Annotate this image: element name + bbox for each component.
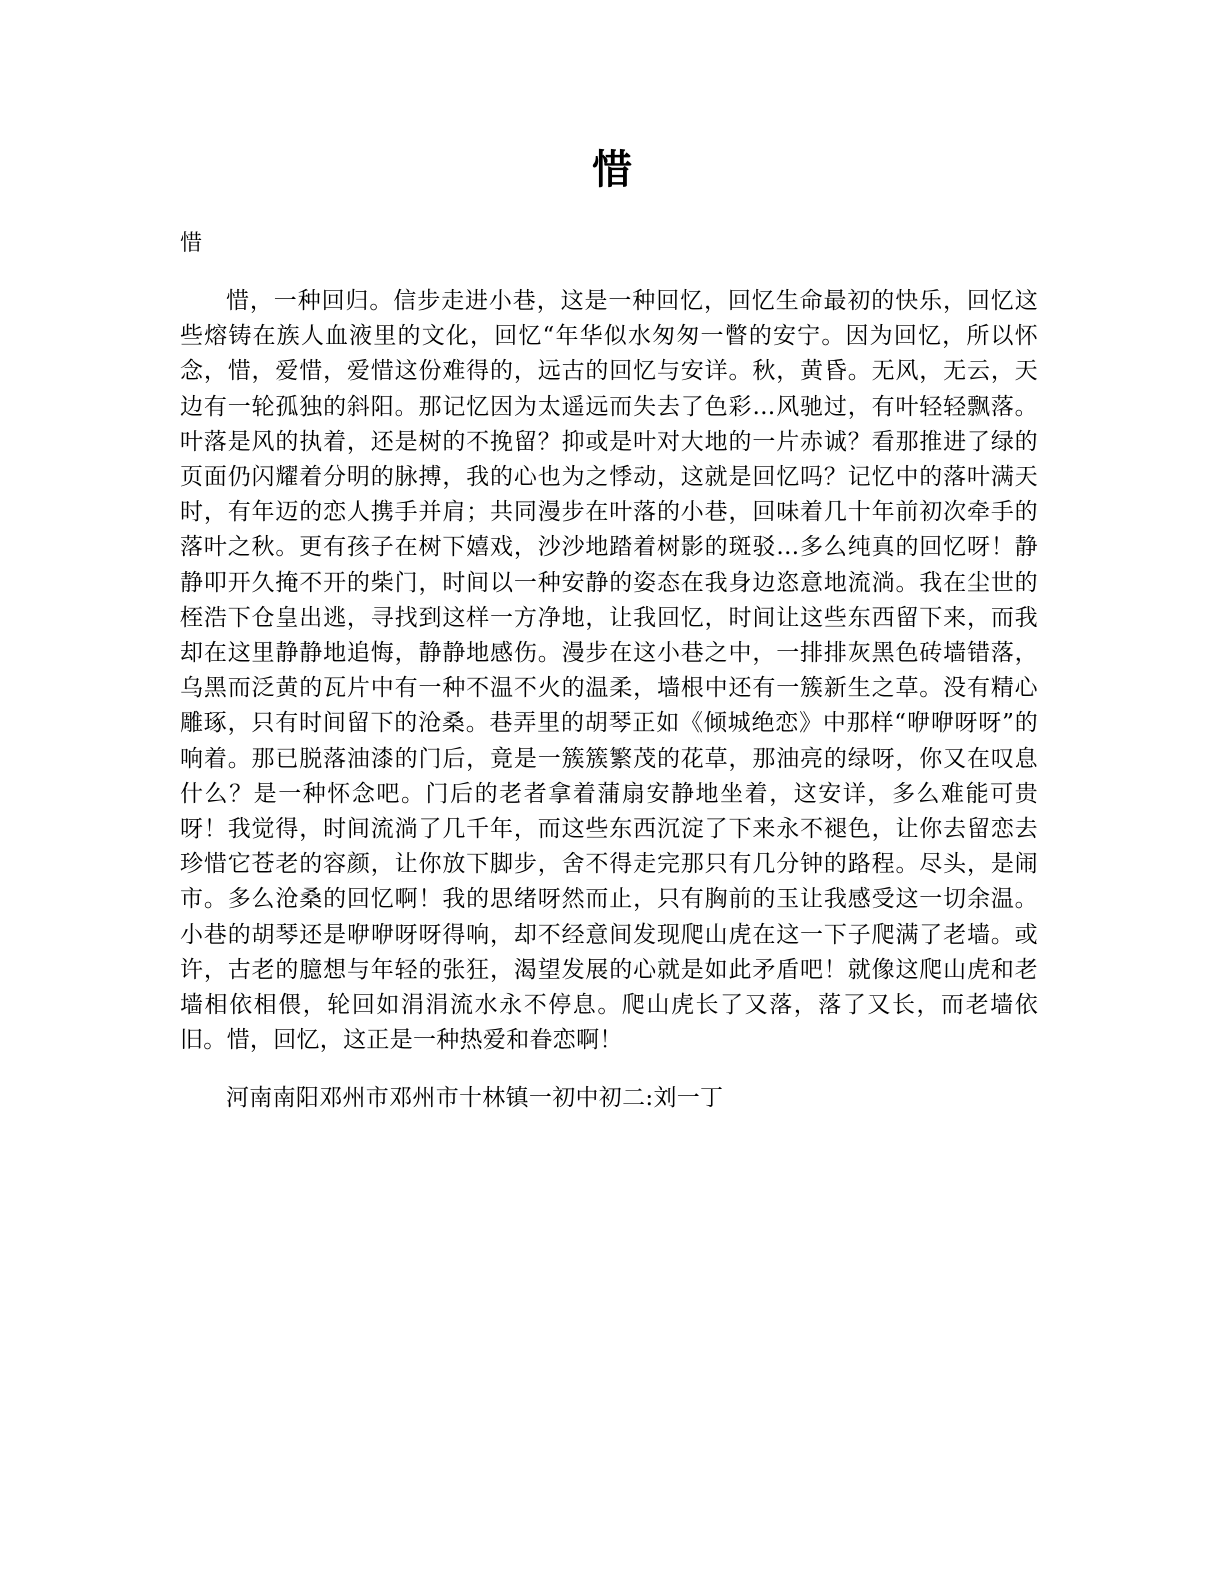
page-title: 惜 [592,146,632,193]
author-signature: 河南南阳邓州市邓州市十林镇一初中初二:刘一丁 [226,1085,724,1111]
body-paragraph: 惜，一种回归。信步走进小巷，这是一种回忆，回忆生命最初的快乐，回忆这些熔铸在族人血液里的文化，回忆“年华似水匆匆一瞥的安宁。因为回忆，所以怀念，惜，爱惜，爱惜这份难得的，远古的回忆与安详。秋，黄昏。无风，无云，天边有一轮孤独的斜阳。那记忆因为太遥远而失去了色彩…风驰过，有叶轻轻飘落。叶落是风的执着，还是树的不挽留？抑或是叶对大地的一片赤诚？看那推进了绿的页面仍闪耀着分明的脉搏，我的心也为之悸动，这就是回忆吗？记忆中的落叶满天时，有年迈的恋人携手并肩；共同漫步在叶落的小巷，回味着几十年前初次牵手的落叶之秋。更有孩子在树下嬉戏，沙沙地踏着树影的斑驳…多么纯真的回忆呀！静静叩开久掩不开的柴门，时间以一种安静的姿态在我身边恣意地流淌。我在尘世的桎浩下仓皇出逃，寻找到这样一方净地，让我回忆，时间让这些东西留下来，而我却在这里静静地追悔，静静地感伤。漫步在这小巷之中，一排排灰黑色砖墙错落，乌黑而泛黄的瓦片中有一种不温不火的温柔，墙根中还有一簇新生之草。没有精心雕琢，只有时间留下的沧桑。巷弄里的胡琴正如《倾城绝恋》中那样“咿咿呀呀”的响着。那已脱落油漆的门后，竟是一簇簇繁茂的花草，那油亮的绿呀，你又在叹息什么？是一种怀念吧。门后的老者拿着蒲扇安静地坐着，这安详，多么难能可贵呀！我觉得，时间流淌了几千年，而这些东西沉淀了下来永不褪色，让你去留恋去珍惜它苍老的容颜，让你放下脚步，舍不得走完那只有几分钟的路程。尽头，是闹市。多么沧桑的回忆啊！我的思绪呀然而止，只有胸前的玉让我感受这一切余温。小巷的胡琴还是咿咿呀呀得响，却不经意间发现爬山虎在这一下子爬满了老墙。或许，古老的臆想与年轻的张狂，渴望发展的心就是如此矛盾吧！就像这爬山虎和老墙相依相偎，轮回如涓涓流水永不停息。爬山虎长了又落，落了又长，而老墙依旧。惜，回忆，这正是一种热爱和眷恋啊！ [180,288,1038,1054]
subtitle: 惜 [180,231,203,256]
